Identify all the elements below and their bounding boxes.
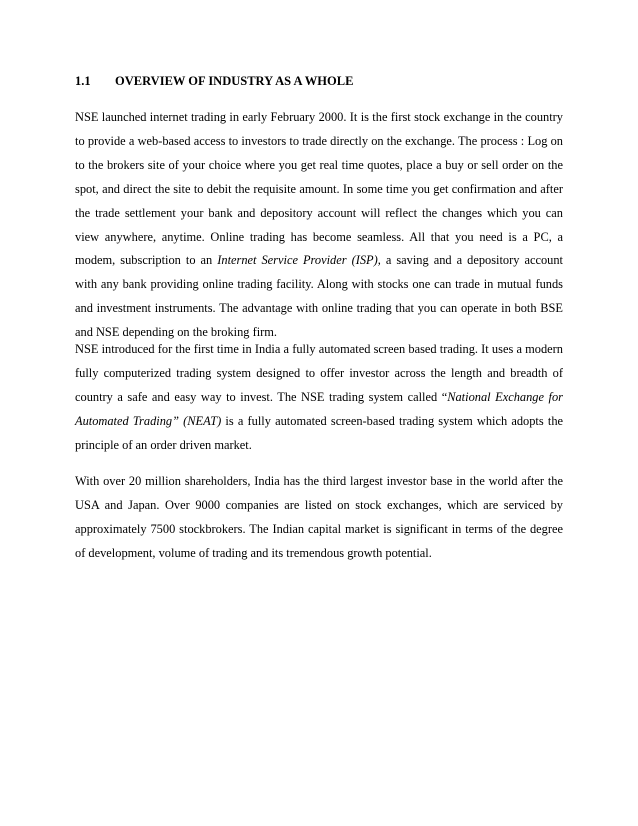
paragraph-text: is a fully automated screen-based trading system which adopts the principle of an order driven market. — [75, 413, 564, 452]
section-title: OVERVIEW OF INDUSTRY AS A WHOLE — [115, 74, 354, 88]
paragraph-text: NSE introduced for the first time in India a fully automated screen based trading. It uses a modern fully computerized trading system designed to offer investor across the length and breadth of country a safe and easy way to invest. The NSE trading system called “ — [75, 342, 563, 404]
paragraph-neat-system — [75, 338, 563, 458]
paragraph-text: a saving and a depository account with any bank providing online trading facility. Along with stocks one can trade in mutual funds and investment instruments. The advantage with online trading that you can operate in both BSE and NSE depending on the broking firm. — [75, 253, 563, 340]
paragraph-text: With over 20 million shareholders, India has the third largest investor base in the world after the USA and Japan. Over 9000 companies are listed on stock exchanges, which are serviced by approximately 7500 stockbrokers. The Indian capital market is significant in terms of the degree of development, volume of trading and its tremendous growth potential. — [75, 474, 563, 560]
neat-term: National Exchange for Automated Trading” (NEAT) — [75, 389, 563, 428]
section-number: 1.1 — [75, 74, 91, 88]
section-heading — [75, 74, 353, 89]
paragraph-online-trading — [75, 106, 563, 345]
isp-term: Internet Service Provider (ISP), — [217, 253, 381, 268]
paragraph-text: NSE launched internet trading in early February 2000. It is the first stock exchange in the country to provide a web-based access to investors to trade directly on the exchange. The process : Log on to the brokers site of your choice where you get real time quotes, place a buy or sell order on the spot, and direct the site to debit the requisite amount. In some time you get confirmation and after the trade settlement your bank and depository account will reflect the changes which you can view anywhere, anytime. Online trading has become seamless. All that you need is a PC, a modem, subscription to an — [75, 110, 563, 268]
paragraph-investor-base — [75, 470, 563, 566]
